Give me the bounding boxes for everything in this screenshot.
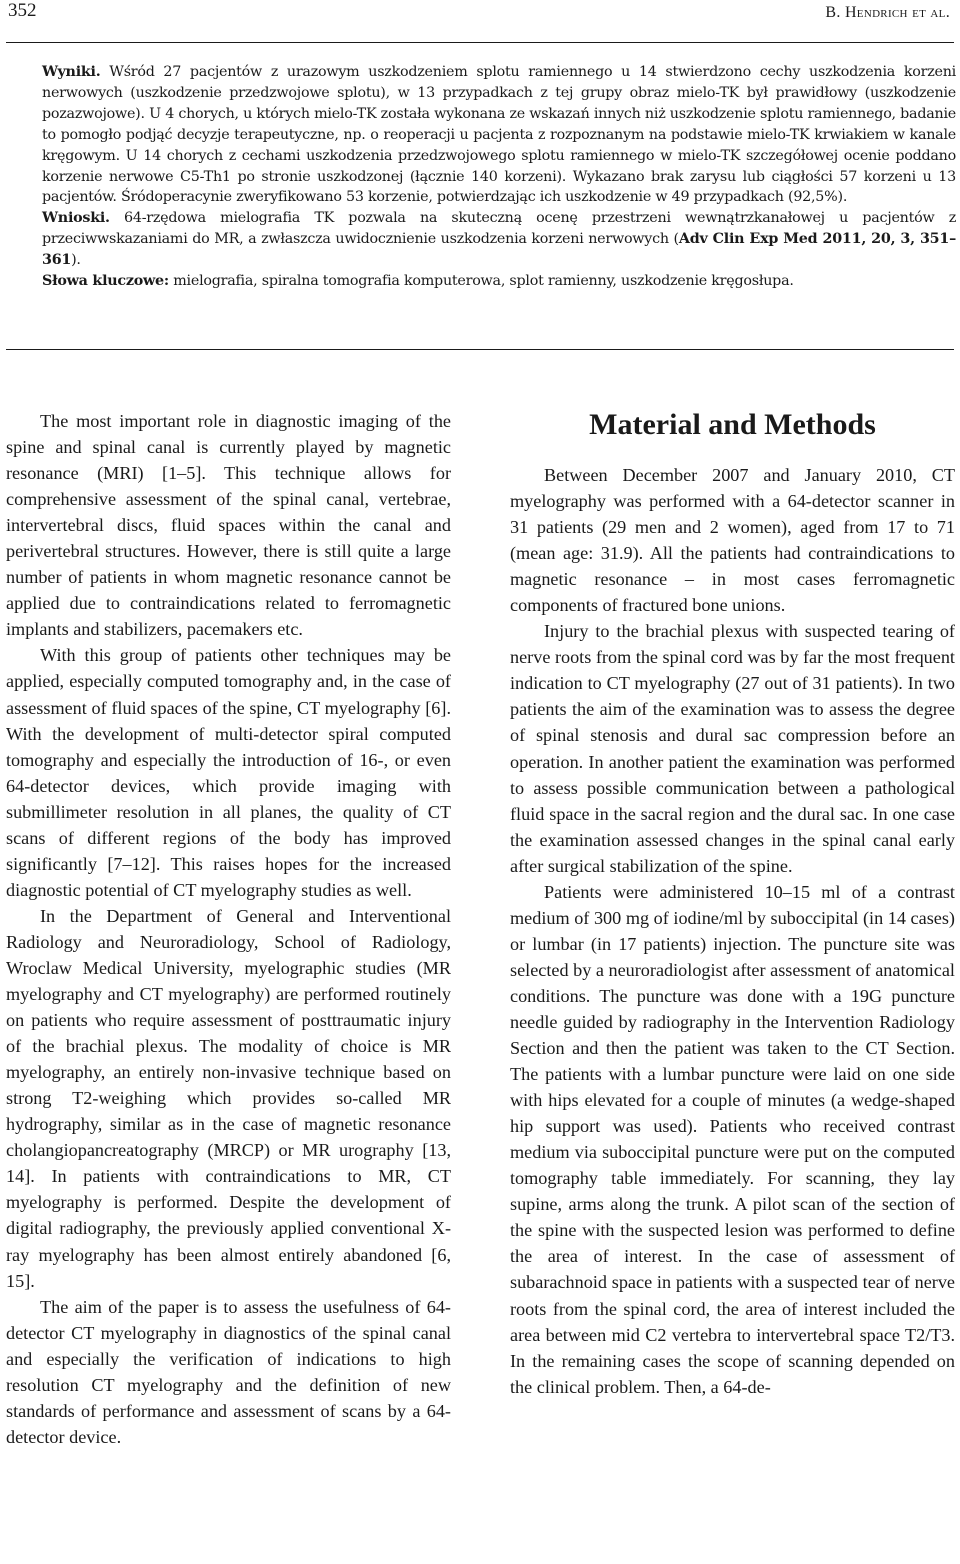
abstract-rule [6, 349, 954, 350]
citation: Adv Clin Exp Med 2011, 20, 3, 351–361 [42, 231, 956, 269]
running-head: B. Hendrich et al. [825, 4, 950, 21]
left-column [6, 408, 451, 1450]
methods-paragraph: Between December 2007 and January 2010, CT myelography was performed with a 64-detector scanner in 31 patients (29 men and 2 women), aged from 17 to 71 (mean age: 31.9). All the patients had contraindications to magnetic resonance – in most cases ferromagnetic components of fractured bone unions. [510, 465, 955, 616]
results-text: Wśród 27 pacjentów z urazowym uszkodzeniem splotu ramiennego u 14 stwierdzono cechy uszkodzenia korzeni nerwowych (uszkodzenie przedzwojowe splotu), w 13 przypadkach z tej grupy obraz mielo-TK był prawidłowy (uszkodzenie pozazwojowe). U 4 chorych, u których mielo-TK została wykonana ze wskazań innych niż uszkodzenie splotu ramiennego, badanie to pomogło podjąć decyzje terapeutyczne, np. o reoperacji u pacjenta z rozpoznanym na podstawie mielo-TK krwiakiem w kanale kręgowym. U 14 chorych z cechami uszkodzenia przedzwojowego splotu ramiennego w mielo-TK szczegółowej ocenie poddano korzenie nerwowe C5-Th1 po stronie uszkodzonej (łącznie 140 korzeni). Wykazano brak zarysu lub ciągłości 57 korzeni u 13 pacjentów. Śródoperacynie zweryfikowano 53 korzenie, potwierdzając ich uszkodzenie w 49 przypadkach (92,5%). [42, 64, 956, 206]
abstract-results [42, 62, 956, 208]
intro-paragraph: With this group of patients other techniques may be applied, especially computed tomography and, in the case of assessment of fluid spaces of the spine, CT myelography [6]. With the development of multi-detector spiral computed tomography and especially the introduction of 16-, or even 64-detector devices, which provide imaging with submillimeter resolution in all planes, the quality of CT scans of different regions of the body has improved significantly [7–12]. This raises hopes for the increased diagnostic potential of CT myelography studies as well. [6, 645, 451, 900]
section-title: Material and Methods [589, 408, 876, 441]
intro-paragraph: In the Department of General and Interventional Radiology and Neuroradiology, School of Radiology, Wroclaw Medical University, myelographic studies (MR myelography and CT myelography) are performed routinely on patients who require assessment of posttraumatic injury of the brachial plexus. The modality of choice is MR myelography, an entirely non-invasive technique based on strong T2-weighing which provides so-called MR hydrography, similar as in the case of magnetic resonance cholangiopancreatography (MRCP) or MR urography [13, 14]. In patients with contraindications to MR, CT myelography is performed. Despite the development of digital radiography, the previously applied conventional X-ray myelography has been almost entirely abandoned [6, 15]. [6, 905, 451, 1291]
abstract-keywords [42, 271, 956, 292]
abstract-conclusions [42, 208, 956, 271]
page-header [0, 0, 960, 40]
conclusions-text: 64-rzędowa mielografia TK pozwala na skuteczną ocenę przestrzeni wewnątrzkanałowej u pacjentów z przeciwwskazaniami do MR, a zwłaszcza uwidocznienie uszkodzenia korzeni nerwowych ( [42, 210, 956, 248]
page-number: 352 [8, 0, 37, 21]
methods-paragraph: Patients were administered 10–15 ml of a contrast medium of 300 mg of iodine/ml by suboccipital (in 14 cases) or lumbar (in 17 patients) injection. The puncture site was selected by a neuroradiologist after assessment of anatomical conditions. The puncture was done with a 19G puncture needle guided by radiography in the Intervention Radiology Section and then the patient was taken to the CT Section. The patients with a lumbar puncture were laid on one side with hips elevated for a couple of minutes (a wedge-shaped hip support was used). Patients who received contrast medium via suboccipital puncture were put on the computed tomography table immediately. For scanning, they lay supine, arms along the trunk. A pilot scan of the section of the spine with the suspected lesion was performed to define the area of interest. In the case of assessment of subarachnoid space in patients with a suspected tear of nerve roots from the spinal cord, the area of interest included the area between mid C2 vertebra to intervertebral space T2/T3. In the remaining cases the scope of scanning depended on the clinical problem. Then, a 64-de- [510, 881, 955, 1397]
abstract-polish [42, 62, 956, 292]
conclusions-label: Wnioski. [42, 210, 110, 227]
right-column [510, 408, 955, 1400]
results-label: Wyniki. [42, 64, 101, 80]
citation-close: ). [71, 252, 81, 269]
keywords-label: Słowa kluczowe: [42, 273, 169, 290]
intro-paragraph: The most important role in diagnostic imaging of the spine and spinal canal is currently played by magnetic resonance (MRI) [1–5]. This technique allows for comprehensive assessment of the spinal canal, vertebrae, intervertebral discs, fluid spaces within the canal and perivertebral structures. However, there is still quite a large number of patients in whom magnetic resonance cannot be applied due to contraindications related to ferromagnetic implants and stabilizers, pacemakers etc. [6, 411, 451, 640]
intro-paragraph: The aim of the paper is to assess the usefulness of 64-detector CT myelography in diagnostics of the spinal canal and especially the verification of indications to high resolution CT myelography and the definition of new standards of performance and assessment of scans by a 64-detector device. [6, 1296, 451, 1447]
header-rule [6, 42, 954, 43]
methods-paragraph: Injury to the brachial plexus with suspected tearing of nerve roots from the spinal cord was by far the most frequent indication to CT myelography (27 out of 31 patients). In two patients the aim of the examination was to assess the degree of spinal stenosis and dural sac compression before an operation. In another patient the examination was performed to assess possible communication between a pathological fluid space in the sacral region and the dural sac. In one case the examination assessed changes in the spinal canal early after surgical stabilization of the spine. [510, 621, 955, 876]
keywords-text: mielografia, spiralna tomografia komputerowa, splot ramienny, uszkodzenie kręgosłupa. [168, 273, 794, 290]
